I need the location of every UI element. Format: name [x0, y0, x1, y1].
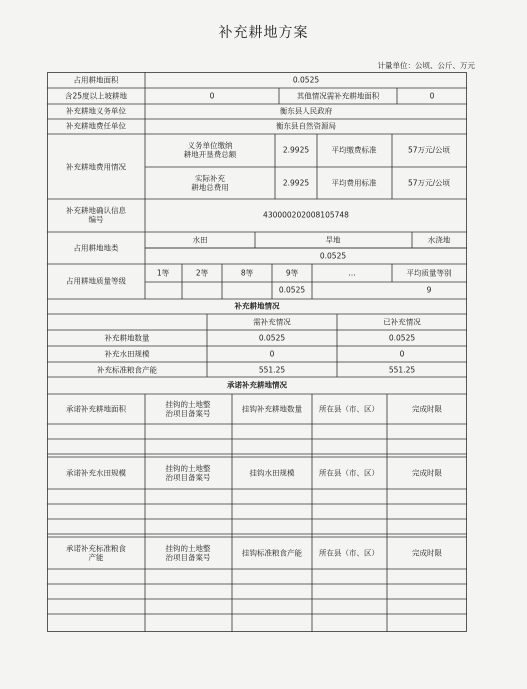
- supplement-row-need: 551.25: [258, 365, 286, 375]
- fee-row1-std-label: 平均缴费标准: [331, 145, 377, 155]
- fee-row1-label: 义务单位缴纳 耕地开垦费总额: [183, 141, 237, 159]
- other-label: 其他情况需补充耕地面积: [296, 91, 380, 101]
- promise-section-title: 承诺补充耕地情况: [227, 380, 287, 390]
- fee-row2-value: 2.9925: [282, 178, 310, 188]
- fee-unit-label: 补充耕地费任单位: [66, 121, 126, 131]
- fee-row1-value: 2.9925: [282, 145, 310, 155]
- fee-label: 补充耕地费用情况: [66, 162, 126, 172]
- occupied-area-value: 0.0525: [292, 75, 320, 85]
- quality-header-2: 2等: [195, 268, 209, 278]
- promise-block-header-county: 所在县（市、区）: [319, 404, 379, 414]
- fee-row2-label: 实际补充 耕地总费用: [191, 174, 229, 192]
- promise-block-header-amount: 挂钩水田规模: [249, 468, 295, 478]
- confirm-value: 430000202008105748: [263, 210, 349, 220]
- promise-block-label: 承诺补充标准粮食 产能: [66, 544, 126, 562]
- fee-row2-std-value: 57万元/公顷: [407, 178, 451, 188]
- confirm-label: 补充耕地确认信息 编号: [66, 206, 126, 224]
- obligor-label: 补充耕地义务单位: [66, 106, 126, 116]
- promise-block-header-record: 挂钩的土地整 治项目备案号: [165, 544, 211, 562]
- quality-header-8: 8等: [240, 268, 254, 278]
- occupied-area-label: 占用耕地面积: [73, 75, 119, 85]
- supplement-row-done: 551.25: [388, 365, 416, 375]
- land-type-header-irrigated: 水浇地: [427, 235, 451, 245]
- supplement-section-title: 补充耕地情况: [234, 301, 280, 311]
- quality-header-avg: 平均质量等别: [406, 268, 452, 278]
- land-type-value-dry: 0.0525: [319, 251, 347, 261]
- obligor-value: 衡东县人民政府: [279, 106, 333, 116]
- fee-row1-std-value: 57万元/公顷: [407, 145, 451, 155]
- promise-block-header-amount: 挂钩标准粮食产能: [242, 548, 302, 558]
- supplement-row-label: 补充标准粮食产能: [97, 365, 157, 375]
- promise-block-header-county: 所在县（市、区）: [319, 548, 379, 558]
- promise-block-header-record: 挂钩的土地整 治项目备案号: [165, 464, 211, 482]
- quality-header-ellipsis: …: [348, 268, 356, 278]
- slope-label: 含25度以上坡耕地: [64, 91, 128, 101]
- other-value: 0: [429, 91, 435, 101]
- land-type-header-paddy: 水田: [192, 235, 208, 245]
- supplement-row-need: 0.0525: [258, 333, 286, 343]
- promise-block-header-record: 挂钩的土地整 治项目备案号: [165, 400, 211, 418]
- fee-unit-value: 衡东县自然资源局: [276, 121, 336, 131]
- supplement-col-need: 需补充情况: [253, 317, 291, 327]
- promise-block-header-amount: 挂钩补充耕地数量: [242, 404, 302, 414]
- form-table: [47, 72, 467, 632]
- promise-block-header-deadline: 完成时限: [412, 404, 442, 414]
- supplement-row-need: 0: [269, 349, 275, 359]
- promise-block-label: 承诺补充耕地面积: [66, 404, 126, 414]
- quality-label: 占用耕地质量等级: [66, 276, 126, 286]
- land-type-header-dry: 旱地: [325, 235, 341, 245]
- quality-value-9: 0.0525: [278, 285, 306, 295]
- promise-block-label: 承诺补充水田规模: [66, 468, 126, 478]
- promise-block-header-county: 所在县（市、区）: [319, 468, 379, 478]
- supplement-row-label: 补充水田规模: [104, 349, 150, 359]
- quality-header-9: 9等: [285, 268, 299, 278]
- slope-value: 0: [209, 91, 215, 101]
- land-type-label: 占用耕地地类: [73, 243, 119, 253]
- supplement-row-done: 0: [399, 349, 405, 359]
- promise-block-header-deadline: 完成时限: [412, 468, 442, 478]
- promise-block-header-deadline: 完成时限: [412, 548, 442, 558]
- supplement-row-done: 0.0525: [388, 333, 416, 343]
- supplement-row-label: 补充耕地数量: [104, 333, 150, 343]
- quality-header-1: 1等: [156, 268, 170, 278]
- unit-label: 计量单位：公顷、公斤、万元: [377, 61, 475, 70]
- page-title: 补充耕地方案: [218, 25, 309, 41]
- supplement-col-done: 已补充情况: [383, 317, 421, 327]
- fee-row2-std-label: 平均费用标准: [331, 178, 377, 188]
- quality-value-avg: 9: [426, 285, 432, 295]
